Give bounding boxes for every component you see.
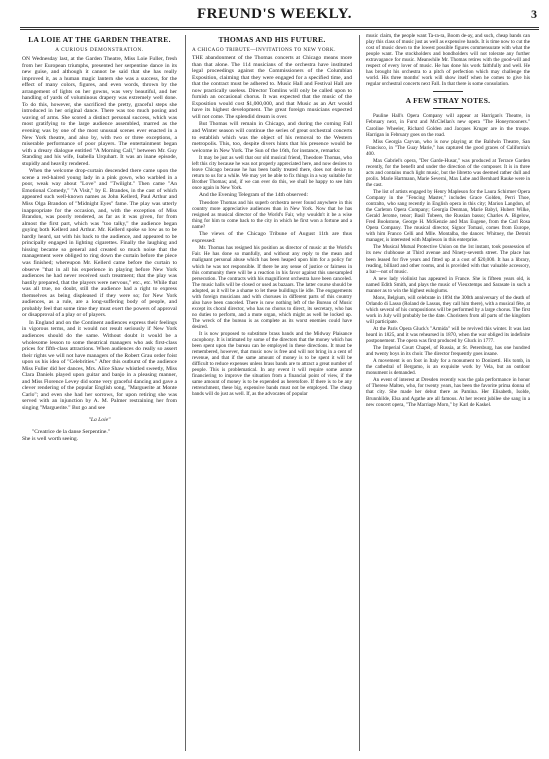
closing-quote: "La Loie" (88, 417, 111, 424)
masthead-rule (20, 27, 539, 28)
article-heading: THOMAS AND HIS FUTURE. (218, 35, 326, 44)
note-item: At the Paris Opera Gluck's "Armida" will be revived this winter. It was last heard in 1825, and it was rehearsed in 1870, when the war obliged its indefinite postponement. The opera was first produced by Gluck in 1777. (366, 326, 530, 345)
note-item: Mons, Belgium, will celebrate in 1894 the 300th anniversary of the death of Orlando di Lasso (Roland de Lassus, they call him there), with a musical fête, at which several of his compositions will be performed by a large chorus. The first work in July will probably be the date. Choristers from all parts of the kingdom will participate. (366, 294, 530, 325)
article-paragraph: The views of the Chicago Tribune of August 11th are thus expressed: (192, 231, 352, 244)
column-notes (366, 33, 530, 751)
masthead-title: FREUND'S WEEKLY. (197, 6, 352, 22)
article-subheading: A CURIOUS DEMONSTRATION. (55, 47, 144, 53)
closing-quote: "Creatrice de la danse Serpentine." (32, 429, 111, 436)
note-item: A movement is on foot in Italy for a monument to Donizetti. His tomb, in the cathedral of Bergamo, is an exquisite work by Vela, but an outdoor monument is demanded. (366, 358, 530, 377)
note-item: Pauline Hall's Opera Company will appear at Harrigan's Theatre, in February next, in Furst and McClellan's new opera "The Honeymooners." Caroline Wheeler, Richard Golden and Jacques Kruger are in the troupe. Harrigan in February goes on the road. (366, 113, 530, 138)
column-divider-1 (185, 35, 186, 751)
note-item: The list of artists engaged by Henry Mapleson for the Laura Schirmer Opera Company in the "Fencing Master," includes Grace Golden, Perri Thoe, contralto, who sang recently in English opera in this city; Marion Langdon, of the Carleton Opera Company; Georgia Denman, Marie Babyl, Hubert Wilke, Gerald Jerome, tenor; Basil Tobeen, the Russian basso; Charles A. Bigelow, Fred Bookstone, George H. McKenzie and Max Eugene, from the Carl Rosa Opera Company. The musical director, Signor Tomasi, comes from Europe, with him Franco Celli and Mlle. Montalba, the dancer. Whitney, the Detroit manager, is interested with Mapleson in this enterprise. (366, 188, 530, 244)
quoted-paragraph: Theodore Thomas and his superb orchestra never found anywhere in this country more appreciative audiences than in New York. Now that he has resigned as musical director of the World's Fair, why wouldn't it be a wise thing for him to come back to the city in which he first won a fortune and a name? (192, 200, 352, 231)
notes-heading: A FEW STRAY NOTES. (405, 96, 491, 106)
quoted-paragraph: It is now proposed to substitute brass bands and the Midway Plaisance cacophony. It is intimated by some of the directors that the money which has been spent upon the bureau can be employed in these directions. It must be remembered, however, that music now is free and will not bring in a cent of revenue, and that if the same amount of money is to be spent it will be difficult to reduce expenses unless brass bands are to attract a great number of people. This is problematical. In any event it will require some astute financiering to improve the situation from a financial point of view, if the same amount of money is to be expended as heretofore. If there is to be any retrenchment, these big, expensive bands must not be employed. The cheap bands will do just as well. If, as the advocates of popular (192, 331, 352, 398)
note-item: A new lady violinist has appeared in France. She is fifteen years old, is named Edith Smith, and plays the music of Vieuxtemps and Sarasate in such a manner as to win the highest eulogiums. (366, 275, 530, 294)
column-la-loie (22, 33, 177, 751)
article-paragraph: But Thomas will remain in Chicago, and during the coming Fall and Winter season will continue the series of great orchestral concerts to establish which was the object of his removal to the Western metropolis. This, too, despite divers hints that his presence would be welcome in New York. The Sun of the 16th, for instance, remarks: (192, 121, 352, 154)
page-number: 3 (531, 7, 537, 21)
column-thomas (192, 33, 352, 751)
note-item: An event of interest at Dresden recently was the gala performance in honor of Therese Malten, who, for twenty years, has been the favorite prima donna of that city. She made her debut there as Pamina. Her Elisabeth, Isolde, Brunnhilde, Elsa and Agathe are all famous. At her recent jubilee she sang in a new concert opera, "The Marriage Morn," by Karl de Kaskel. (366, 377, 530, 408)
article-paragraph: When the welcome drop-curtain descended there came upon the scene a red-haired young lady in a pink gown, who warbled in a poor, weak way about "Love" and "Twilight." Then came "An Emotional Comedy," "A Visit," by E. Brandes, in the cast of which appeared such well-known names as John Kellerd, Paul Arthur and Miss Olga Brandon of "Midnight Eyes" fame. The play was utterly inappropriate for the occasion, and, with the exception of Miss Brandon, was poorly rendered, as far as it was given, for from almost the first part, which was "too talky," the audience began guying both Kellerd and Arthur. Mr. Kellerd spoke so low as to be hardly heard, sat with his back to the audience, and appeared to be principally engaged in lighting cigarettes. Finally the laughing and hissing became so general and created so much noise that the management were obliged to ring down the curtain before the piece was finished; whereupon Mr. Kellerd came before the curtain to observe "that in all his experience in playing before New York audiences he had never received such treatment; that the play was hastily prepared, that the players were nervous," etc., etc. While that was all true, no doubt, still the audience had a right to express themselves as being displeased if they were so; for New York audiences, as a rule, are a long-suffering body of people, and probably feel that some time they must exert the powers of approval or disapproval of a play or of players. (22, 168, 177, 319)
article-paragraph: And the Evening Telegram of the 14th observed: (199, 192, 309, 199)
column-divider-2 (359, 35, 360, 751)
article-kicker: A CHICAGO TRIBUTE—INVITATIONS TO NEW YORK. (192, 47, 336, 53)
section-rule (433, 108, 463, 109)
article-paragraph: In England and on the Continent audiences express their feelings in vigorous terms, and it would not result seriously if New York audiences should do the same. Without doubt it would be a wholesome lesson to some theatrical managers who ask first-class prices for fifth-class attractions. When audiences do really so assert their rights we will not have managers of the Robert Grau order foist upon us his idea of "Celebrities." After this outburst of the audience Miss Fuller did her dances, Mrs. Alice Shaw whistled sweetly, Miss Clara Daniels played upon guitar and banjo in a pleasing manner, and Miss Florence Levey did some very graceful dancing and gave a clever rendering of the popular English song, "Marguerite at Monte Carlo"; and even she had her sorrows, for upon retiring she was served with an injunction by A. M. Palmer restraining her from singing "Marguerite." But go and see (22, 319, 177, 411)
quoted-paragraph: Mr. Thomas has resigned his position as director of music at the World's Fair. He has done so manfully, and without any reply to the mean and malignant personal abuse which has been heaped upon him for a policy for which he was not responsible. If there be any sense of justice or fairness in this community there will be a reaction in his favor against this unexampled persecution. The contracts with his magnificent orchestra have been canceled. The music halls will be closed or used as bazaars. The latter course should be adopted, as it will be a shame to let these buildings lie idle. The engagements with foreign musicians and with choruses in different parts of this country also have been canceled. There is now nothing left of the Bureau of Music except its choral director, who has no chorus to direct, its secretary, who has no duties to perform, and a mute organ, which might as well be locked up. The wreck of the bureau is as complete as its worst enemies could have desired. (192, 245, 352, 330)
note-item: Max Gabriel's opera, "Der Garde-Husar," was produced at Terrace Garden recently, for the benefit and under the direction of the composer. It is in three acts and contains much light music, but the libretto was deemed rather dull and prolix. Marie Hartmann, Marie Severni, Max Lube and Bernhard Rauke were in the cast. (366, 157, 530, 188)
article-paragraph: THE abandonment of the Thomas concerts at Chicago means more than that alone. The 114 musicians of the orchestra have instituted legal proceedings against the Commissioners of the Columbian Exposition, claiming that they were engaged for a specified time, and that the contract must be adhered to. Music Hall and Festival Hall are now practically useless. Director Tomlins will only be called upon to furnish an occasional chorus. It was expected that the music of the Exposition would cost $1,000,000, and that Music as an Art would have its highest development. The great foreign musicians expected will not come. The splendid dream is over. (192, 55, 352, 120)
article-paragraph: ON Wednesday last, at the Garden Theatre, Miss Loie Fuller, fresh from her European triumphs, presented her serpentine dance in its new guise, and although it cannot be said that she has really improved it, as a human magic lantern she was a success, for the effect of many colors, figures, and even words, thrown by the arrangement of lights on her gowns, was very beautiful, and her handling of yards of voluminous drapery was extremely well done. To do this, however, she sacrificed the pretty, graceful steps she introduced in her original dance. There was too much posing and waving of arms. She scored a distinct personal success, which was most gratifying to the large audience assembled, marred as the evening was by one of the most unusual scenes ever enacted in a New York theatre, and also by, with two or three exceptions, a miserable performance of poor players. The entertainment began with a dreary dialogue entitled "A Morning Call," between Mr. Guy Standing and his wife, Isabella Urquhart. It was an inane episode, stupidly and heavily rendered. (22, 56, 177, 167)
note-item: The Musical Mutual Protective Union on the 1st instant, took possession of its new clubhouse at Third avenue and Ninety-seventh street. The place has been leased for five years and fitted up at a cost of $20,000. It has a library, reading, billiard and other rooms, and is provided with that valuable accessory, a bar—not of music. (366, 244, 530, 275)
article-continuation: music claim, the people want Ta-ra-ra, Boom de-ay, and such, cheap bands can play this class of music just as well as expensive bands. It is time now to cut the cost of music down to the lowest possible figures commensurate with what the people want. The stockholders and bondholders will not tolerate any further extravagance for music. Meanwhile Mr. Thomas retires with the good-will and respect of every lover of music. He has done his work faithfully and well. He has brought his orchestra to a pitch of perfection which may challenge the world. His three months' work will show itself when he comes to give his regular orchestral concerts next Fall. In that there is some consolation. (366, 33, 530, 88)
note-item: The Imperial Court Chapel, of Russia, at St. Petersburg, has one hundred and twenty boys in its choir. The director frequently goes insane. (366, 345, 530, 358)
closing-line: She is well worth seeing. (22, 435, 79, 442)
section-rule (433, 91, 463, 92)
masthead-rule-double (20, 29, 539, 30)
note-item: Miss Georgia Cayvan, who is now playing at the Baldwin Theatre, San Francisco, in "The Guay Marie," has captured the good graces of California's 400. (366, 138, 530, 157)
article-heading: LA LOIE AT THE GARDEN THEATRE. (28, 35, 171, 44)
quoted-paragraph: It may be just as well that our old musical friend, Theodore Thomas, who left this city because he was not properly appreciated here, and now desires to leave Chicago because he has been badly treated there, does not desire to return to us for a while. We may yet be able to fix things in a way suitable for Brother Thomas; and, if we can ever do this, we shall be happy to see him once again in New York. (192, 155, 352, 192)
